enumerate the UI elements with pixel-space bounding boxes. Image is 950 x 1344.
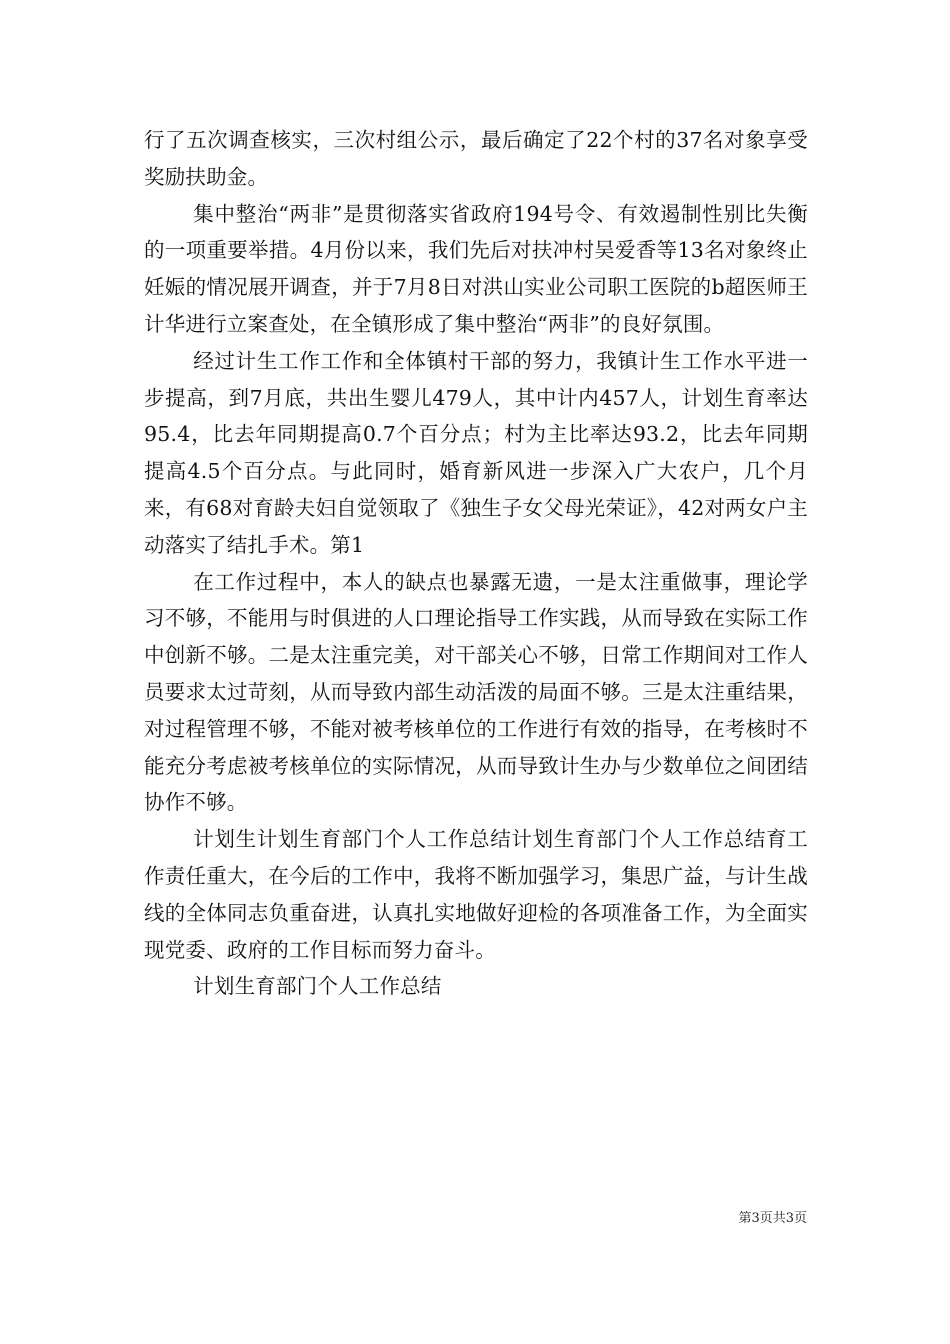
paragraph-outlook: 计划生计划生育部门个人工作总结计划生育部门个人工作总结育工作责任重大，在今后的工作中，我将不断加强学习，集思广益，与计生战线的全体同志负重奋进，认真扎实地做好迎检的各项准备工作，为全面实现党委、政府的工作目标而努力奋斗。 (144, 827, 808, 962)
paragraph-results: 经过计生工作工作和全体镇村干部的努力，我镇计生工作水平进一步提高，到7月底，共出生婴儿479人，其中计内457人，计划生育率达95.4，比去年同期提高0.7个百分点；村为主比率达93.2，比去年同期提高4.5个百分点。与此同时，婚育新风进一步深入广大农户，几个月来，有68对育龄夫妇自觉领取了《独生子女父母光荣证》，42对两女户主动落实了结扎手术。第1 (144, 348, 808, 557)
paragraph-continued: 行了五次调查核实，三次村组公示，最后确定了22个村的37名对象享受奖励扶助金。 (144, 128, 808, 189)
paragraph-closing-title: 计划生育部门个人工作总结 (193, 974, 442, 999)
paragraph-shortcomings: 在工作过程中，本人的缺点也暴露无遗，一是太注重做事，理论学习不够，不能用与时俱进的人口理论指导工作实践，从而导致在实际工作中创新不够。二是太注重完美，对干部关心不够，日常工作期间对工作人员要求太过苛刻，从而导致内部生动活泼的局面不够。三是太注重结果，对过程管理不够，不能对被考核单位的工作进行有效的指导，在考核时不能充分考虑被考核单位的实际情况，从而导致计生办与少数单位之间团结协作不够。 (144, 569, 808, 815)
page-number-footer: 第3页共3页 (738, 1211, 807, 1226)
paragraph-two-non-rectification: 集中整治“两非”是贯彻落实省政府194号令、有效遏制性别比失衡的一项重要举措。4月份以来，我们先后对扶冲村吴爱香等13名对象终止妊娠的情况展开调查，并于7月8日对洪山实业公司职工医院的b超医师王计华进行立案查处，在全镇形成了集中整治“两非”的良好氛围。 (144, 201, 808, 336)
document-body (144, 122, 808, 1005)
